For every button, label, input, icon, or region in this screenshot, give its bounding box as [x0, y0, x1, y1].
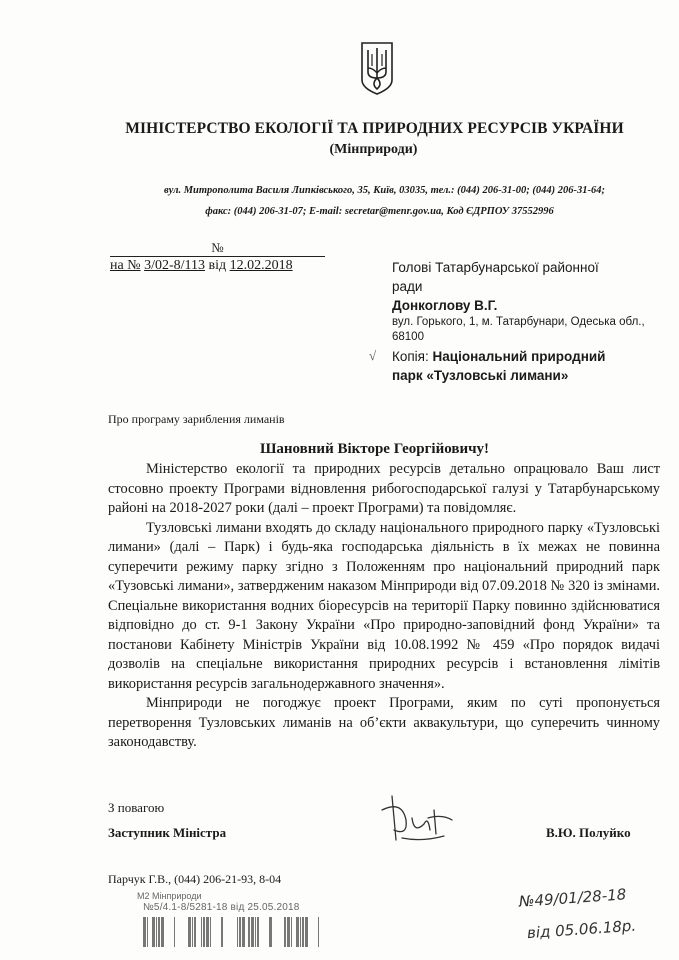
- reference-value: 3/02-8/113: [144, 258, 205, 273]
- body-paragraph: Тузловські лимани входять до складу національного природного парку «Тузловські лимани» (далі – Парк) і будь-яка господарська діяльність в їх межах не повинна суперечити режиму парку згідно з Положенням про національний природний парк «Тузовські лимани», затвердженим наказом Мінприроди від 07.09.2018 № 320 із змінами. Спеціальне використання водних біоресурсів на території Парку повинно здійснюватися відповідно до ст. 9-1 Закону України «Про природно-заповідний фонд України» та постанови Кабінету Міністрів України від 10.08.1992 № 459 «Про порядок видачі дозволів на спеціальне використання природних ресурсів і встановлення лімітів використання ресурсів загальнодержавного значення».: [108, 519, 660, 692]
- barcode-bar: [152, 917, 155, 947]
- barcode-bar: [147, 917, 148, 947]
- trident-emblem-icon: [359, 40, 395, 96]
- barcode-bar: [210, 917, 211, 947]
- reference-date-label: від: [208, 258, 227, 273]
- barcode-bar: [248, 917, 250, 947]
- barcode-bar: [296, 917, 299, 947]
- barcode-bar: [255, 917, 256, 947]
- barcode-bar: [305, 917, 308, 947]
- barcode-bar: [161, 917, 164, 947]
- check-mark: √: [369, 348, 377, 363]
- reference-prefix: на №: [110, 258, 141, 273]
- outgoing-number-line: [110, 240, 325, 257]
- recipient-block: [392, 258, 652, 385]
- handwritten-registration: [517, 880, 657, 950]
- barcode-bar: [291, 917, 292, 947]
- barcode-bar: [318, 917, 319, 947]
- signer-name: В.Ю. Полуйко: [546, 825, 631, 840]
- recipient-title-cont: ради: [392, 279, 423, 294]
- barcode-bar: [269, 917, 272, 947]
- barcode-bar: [237, 917, 238, 947]
- reference-date: 12.02.2018: [229, 258, 293, 273]
- copy-recipient: Національний природний: [432, 349, 606, 364]
- registration-stamp: [137, 891, 327, 955]
- letter-body: [108, 460, 660, 753]
- body-paragraph: Мінприроди не погоджує проект Програми, яким по суті пропонується перетворення Тузловських лиманів на об’єкти аквакультури, що суперечить чинному законодавству.: [108, 695, 660, 750]
- stamp-org: M2 Мінприроди: [137, 891, 202, 901]
- hand-line-2: від 05.06.18р.: [526, 916, 637, 943]
- barcode-bar: [300, 917, 301, 947]
- barcode-bar: [284, 917, 286, 947]
- copy-line: [392, 347, 652, 366]
- salutation: Шановний Вікторе Георгійовичу!: [259, 441, 490, 457]
- letter-subject: Про програму зарибления лиманів: [108, 412, 285, 426]
- barcode-bar: [242, 917, 245, 947]
- barcode-bar: [206, 917, 209, 947]
- handwritten-signature: [372, 790, 462, 850]
- ministry-short-name: (Мінприроди): [329, 142, 418, 157]
- barcode-bar: [174, 917, 175, 947]
- barcode-bar: [156, 917, 157, 947]
- copy-label: Копія:: [392, 349, 429, 364]
- barcode-bar: [251, 917, 254, 947]
- barcode-bar: [188, 917, 191, 947]
- barcode-bar: [143, 917, 146, 947]
- reference-number: [110, 258, 293, 274]
- barcode-bar: [287, 917, 290, 947]
- recipient-address: вул. Горького, 1, м. Татарбунари, Одеська обл., 68100: [392, 316, 645, 343]
- barcode-bar: [203, 917, 205, 947]
- executor-contact: Парчук Г.В., (044) 206-21-93, 8-04: [108, 872, 282, 886]
- ministry-address: вул. Митрополита Василя Липківського, 35, Київ, 03035, тел.: (044) 206-31-00; (044) 206-31-64;: [164, 185, 605, 196]
- barcode-bar: [201, 917, 202, 947]
- barcode-bar: [194, 917, 196, 947]
- barcode-bar: [239, 917, 241, 947]
- recipient-name: Донкоглову В.Г.: [392, 298, 498, 313]
- barcode-bar: [158, 917, 160, 947]
- barcode-bar: [257, 917, 259, 947]
- ministry-contacts: факс: (044) 206-31-07; E-mail: secretar@menr.gov.ua, Код ЄДРПОУ 37552996: [205, 206, 554, 217]
- closing-regards: З повагою: [108, 800, 165, 815]
- barcode-bar: [221, 917, 223, 947]
- body-paragraph: Міністерство екології та природних ресурсів детально опрацювало Ваш лист стосовно проекту Програми відновлення рибогосподарської галузі у Татарбунарському районі на 2018-2027 роки (далі – проект Програми) та повідомляє.: [108, 461, 660, 516]
- copy-recipient-cont: парк «Тузловські лимани»: [392, 368, 569, 383]
- recipient-title: Голові Татарбунарської районної: [392, 260, 599, 275]
- hand-line-1: №49/01/28-18: [518, 885, 627, 911]
- barcode-bar: [192, 917, 193, 947]
- barcode: [143, 917, 319, 947]
- barcode-bar: [302, 917, 304, 947]
- stamp-number: №5/4.1-8/5281-18 від 25.05.2018: [143, 902, 300, 913]
- number-sign: №: [211, 240, 224, 255]
- ministry-name: МІНІСТЕРСТВО ЕКОЛОГІЇ ТА ПРИРОДНИХ РЕСУРСІВ УКРАЇНИ: [125, 120, 624, 137]
- signer-position: Заступник Міністра: [108, 825, 227, 840]
